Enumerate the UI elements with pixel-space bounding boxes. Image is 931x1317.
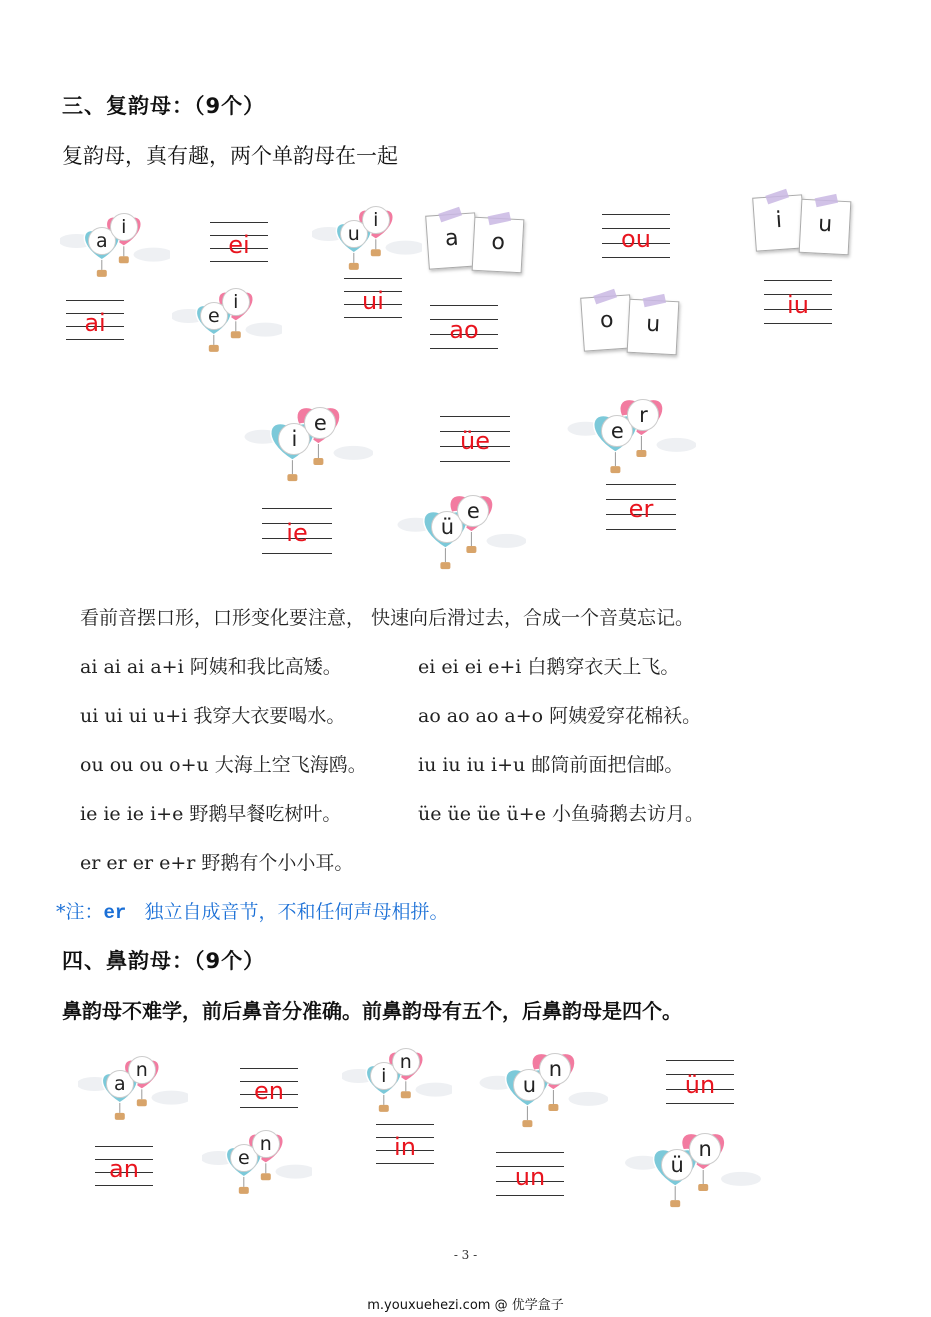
- balloon-ui: [312, 198, 422, 278]
- balloon-ve: [396, 482, 526, 577]
- grid-line: [666, 1060, 734, 1061]
- grid-ai: [66, 300, 124, 340]
- grid-final-text: ai: [84, 309, 106, 337]
- tape-icon: [488, 212, 511, 225]
- balloon-letter-first: i: [370, 1062, 398, 1090]
- grid-line: [240, 1107, 298, 1108]
- grid-line: [430, 305, 498, 306]
- balloon-ie: [243, 394, 373, 489]
- grid-line: [376, 1124, 434, 1125]
- grid-ao: [430, 305, 498, 349]
- grid-final-text: ui: [362, 287, 384, 315]
- rhyme-line-5-left: er er er e+r 野鹅有个小小耳。: [80, 852, 354, 874]
- tape-icon: [643, 294, 666, 307]
- grid-line: [262, 553, 332, 554]
- rhyme-line-3-right: iu iu iu i+u 邮筒前面把信邮。: [418, 754, 684, 776]
- note-prefix: *注：: [56, 901, 104, 923]
- balloon-letter-first: a: [88, 227, 116, 255]
- grid-line: [210, 222, 268, 223]
- balloon-letter-first: e: [200, 302, 228, 330]
- grid-final-text: un: [514, 1163, 546, 1191]
- grid-line: [606, 484, 676, 485]
- rhyme-line-1-right: ei ei ei e+i 白鹅穿衣天上飞。: [418, 656, 680, 678]
- balloon-letter-first: i: [278, 423, 310, 455]
- grid-iu: [764, 280, 832, 324]
- frames-iu: [752, 190, 862, 260]
- rhyme-intro: 看前音摆口形，口形变化要注意， 快速向后滑过去，合成一个音莫忘记。: [80, 607, 695, 629]
- grid-ui: [344, 278, 402, 318]
- grid-er: [606, 484, 676, 530]
- grid-line: [66, 300, 124, 301]
- grid-line: [764, 280, 832, 281]
- note-er: er: [103, 902, 127, 924]
- balloon-letter-second: e: [304, 407, 336, 439]
- rhyme-line-2-right: ao ao ao a+o 阿姨爱穿花棉袄。: [418, 705, 702, 727]
- note-text: 独立自成音节，不和任何声母相拼。: [144, 901, 449, 923]
- balloon-letter-first: e: [601, 415, 633, 447]
- photo-frame: u: [627, 299, 680, 356]
- grid-line: [95, 1185, 153, 1186]
- rhyme-line-2-left: ui ui ui u+i 我穿大衣要喝水。: [80, 705, 346, 727]
- grid-in: [376, 1124, 434, 1164]
- grid-line: [376, 1163, 434, 1164]
- frames-ao: [425, 208, 535, 278]
- grid-line: [602, 214, 670, 215]
- tape-icon: [765, 189, 789, 205]
- balloon-in: [342, 1040, 452, 1120]
- balloon-letter-second: i: [222, 288, 250, 316]
- balloon-letter-first: u: [340, 220, 368, 248]
- balloon-en: [202, 1122, 312, 1202]
- grid-line: [430, 348, 498, 349]
- section4-subtitle: 鼻韵母不难学，前后鼻音分准确。前鼻韵母有五个，后鼻韵母是四个。: [62, 999, 682, 1023]
- photo-frame: u: [799, 199, 852, 256]
- grid-line: [95, 1146, 153, 1147]
- grid-ve: [440, 416, 510, 462]
- balloon-letter-first: u: [513, 1069, 545, 1101]
- tape-icon: [815, 194, 838, 207]
- tape-icon: [593, 289, 617, 305]
- grid-line: [440, 416, 510, 417]
- rhyme-line-4-left: ie ie ie i+e 野鹅早餐吃树叶。: [80, 803, 342, 825]
- grid-ie: [262, 508, 332, 554]
- balloon-letter-second: r: [627, 399, 659, 431]
- balloon-letter-second: n: [539, 1053, 571, 1085]
- grid-vn: [666, 1060, 734, 1104]
- grid-line: [764, 323, 832, 324]
- grid-line: [344, 278, 402, 279]
- balloon-letter-first: e: [230, 1144, 258, 1172]
- balloon-er: [566, 386, 696, 481]
- grid-an: [95, 1146, 153, 1186]
- photo-frame: i: [752, 194, 806, 251]
- balloon-letter-second: n: [392, 1048, 420, 1076]
- grid-final-text: an: [109, 1155, 139, 1183]
- grid-final-text: üe: [460, 427, 490, 455]
- tape-icon: [438, 207, 462, 223]
- rhyme-line-3-left: ou ou ou o+u 大海上空飞海鸥。: [80, 754, 367, 776]
- grid-line: [666, 1103, 734, 1104]
- grid-un: [496, 1152, 564, 1196]
- balloon-letter-second: n: [252, 1130, 280, 1158]
- grid-line: [496, 1152, 564, 1153]
- balloon-ei: [172, 280, 282, 360]
- grid-line: [210, 261, 268, 262]
- page-number: - 3 -: [453, 1248, 478, 1262]
- grid-final-text: er: [628, 495, 654, 523]
- rhyme-line-1-left: ai ai ai a+i 阿姨和我比高矮。: [80, 656, 342, 678]
- balloon-letter-first: a: [106, 1070, 134, 1098]
- grid-final-text: ao: [449, 316, 479, 344]
- footer-site: m.youxuehezi.com @ 优学盒子: [367, 1298, 564, 1313]
- balloon-an: [78, 1048, 188, 1128]
- grid-line: [496, 1195, 564, 1196]
- grid-line: [440, 461, 510, 462]
- grid-line: [602, 257, 670, 258]
- balloon-letter-first: ü: [431, 511, 463, 543]
- grid-final-text: ei: [228, 231, 250, 259]
- balloon-letter-first: ü: [661, 1149, 693, 1181]
- frames-ou: [580, 290, 690, 360]
- balloon-ai: [60, 205, 170, 285]
- balloon-vn: [622, 1120, 762, 1215]
- grid-en: [240, 1068, 298, 1108]
- balloon-letter-second: e: [457, 495, 489, 527]
- grid-line: [606, 529, 676, 530]
- grid-ou: [602, 214, 670, 258]
- grid-line: [262, 508, 332, 509]
- grid-line: [66, 339, 124, 340]
- balloon-un: [478, 1040, 608, 1135]
- grid-line: [240, 1068, 298, 1069]
- section3-subtitle: 复韵母，真有趣，两个单韵母在一起: [62, 144, 398, 168]
- rhyme-line-4-right: üe üe üe ü+e 小鱼骑鹅去访月。: [418, 803, 705, 825]
- photo-frame: o: [472, 217, 525, 274]
- section4-title: 四、鼻韵母：（9个）: [62, 949, 266, 973]
- balloon-letter-second: i: [110, 213, 138, 241]
- grid-ei: [210, 222, 268, 262]
- note: [56, 897, 448, 924]
- balloon-letter-second: i: [362, 206, 390, 234]
- photo-frame: a: [425, 212, 479, 269]
- grid-final-text: en: [254, 1077, 284, 1105]
- balloon-letter-second: n: [128, 1056, 156, 1084]
- grid-final-text: ou: [621, 225, 651, 253]
- grid-final-text: in: [394, 1133, 416, 1161]
- grid-final-text: ün: [684, 1071, 716, 1099]
- grid-line: [344, 317, 402, 318]
- balloon-letter-second: n: [689, 1133, 721, 1165]
- section3-title: 三、复韵母：（9个）: [62, 94, 266, 118]
- grid-final-text: iu: [787, 291, 809, 319]
- photo-frame: o: [580, 294, 634, 351]
- grid-final-text: ie: [286, 519, 308, 547]
